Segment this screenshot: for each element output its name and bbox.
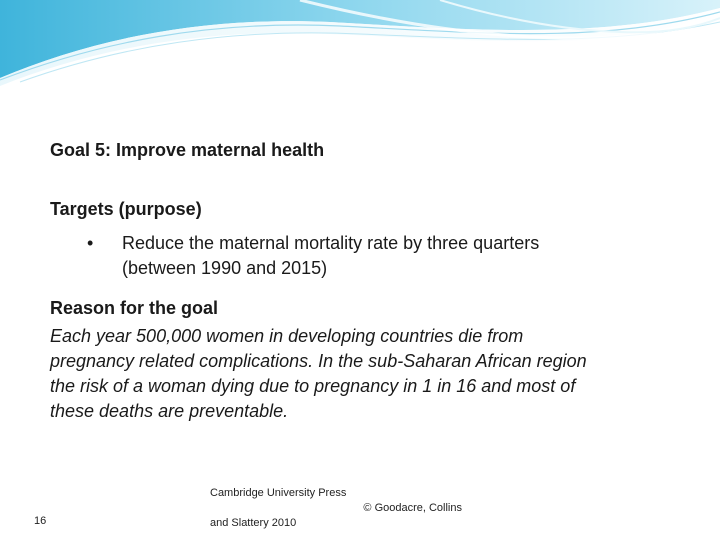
- reason-line: the risk of a woman dying due to pregnancy in 1 in 16 and most of: [50, 376, 576, 396]
- goal-title: Goal 5: Improve maternal health: [50, 140, 325, 160]
- target-text-line: (between 1990 and 2015): [122, 258, 328, 278]
- reason-line: these deaths are preventable.: [50, 401, 289, 421]
- footer-authors-continued: and Slattery 2010: [210, 517, 297, 529]
- targets-heading: Targets (purpose): [50, 199, 202, 219]
- footer-publisher: Cambridge University Press: [210, 487, 347, 499]
- reason-heading: Reason for the goal: [50, 298, 219, 318]
- reason-line: Each year 500,000 women in developing countries die from: [50, 326, 524, 346]
- header-wave-decoration: [0, 0, 720, 90]
- target-text-line: Reduce the maternal mortality rate by three quarters: [122, 233, 540, 253]
- bullet-icon: •: [87, 233, 94, 253]
- reason-line: pregnancy related complications. In the sub-Saharan African region: [50, 351, 587, 371]
- footer-copyright: [210, 486, 470, 531]
- slide-number: 16: [34, 515, 47, 527]
- reason-paragraph: [50, 324, 660, 424]
- footer-authors: © Goodacre, Collins: [363, 501, 462, 514]
- target-text: [122, 231, 642, 281]
